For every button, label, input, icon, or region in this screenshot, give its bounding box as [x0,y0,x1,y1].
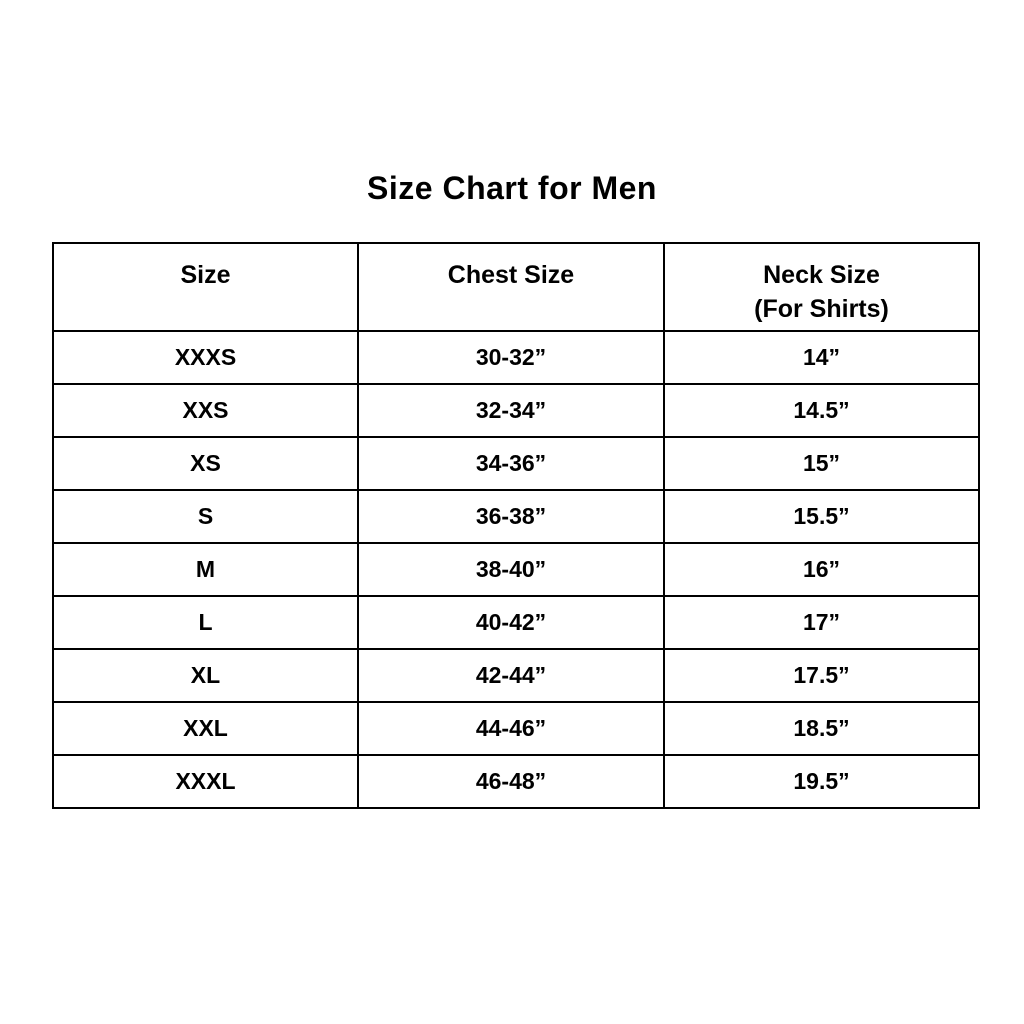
chest-size-cell: 46-48” [358,755,664,808]
table-row [53,543,979,596]
chest-size-cell: 40-42” [358,596,664,649]
header-neck-size-sublabel: (For Shirts) [754,295,889,323]
header-size [53,243,358,331]
size-cell: XXXL [53,755,358,808]
chest-size-cell: 36-38” [358,490,664,543]
chest-size-cell: 30-32” [358,331,664,384]
size-chart-table [52,242,980,809]
size-cell: L [53,596,358,649]
neck-size-cell: 16” [664,543,979,596]
size-cell: XL [53,649,358,702]
header-chest-size-label: Chest Size [447,261,575,289]
size-cell: XXL [53,702,358,755]
neck-size-cell: 15.5” [664,490,979,543]
page-title: Size Chart for Men [367,170,657,206]
size-cell: S [53,490,358,543]
neck-size-cell: 19.5” [664,755,979,808]
header-row [53,243,979,331]
chest-size-cell: 38-40” [358,543,664,596]
header-chest-size [358,243,664,331]
chest-size-cell: 32-34” [358,384,664,437]
neck-size-cell: 14.5” [664,384,979,437]
header-neck-size [664,243,979,331]
neck-size-cell: 14” [664,331,979,384]
neck-size-cell: 15” [664,437,979,490]
table-row [53,596,979,649]
neck-size-cell: 18.5” [664,702,979,755]
neck-size-cell: 17” [664,596,979,649]
chest-size-cell: 42-44” [358,649,664,702]
header-neck-size-label: Neck Size [763,261,880,289]
table-row [53,649,979,702]
table-body [53,331,979,808]
header-size-label: Size [180,261,231,289]
table-row [53,331,979,384]
chest-size-cell: 44-46” [358,702,664,755]
size-cell: XXXS [53,331,358,384]
size-cell: M [53,543,358,596]
size-cell: XXS [53,384,358,437]
table-row [53,437,979,490]
table-header [53,243,979,331]
neck-size-cell: 17.5” [664,649,979,702]
table-row [53,384,979,437]
size-cell: XS [53,437,358,490]
table-row [53,755,979,808]
chest-size-cell: 34-36” [358,437,664,490]
table-row [53,490,979,543]
table-row [53,702,979,755]
